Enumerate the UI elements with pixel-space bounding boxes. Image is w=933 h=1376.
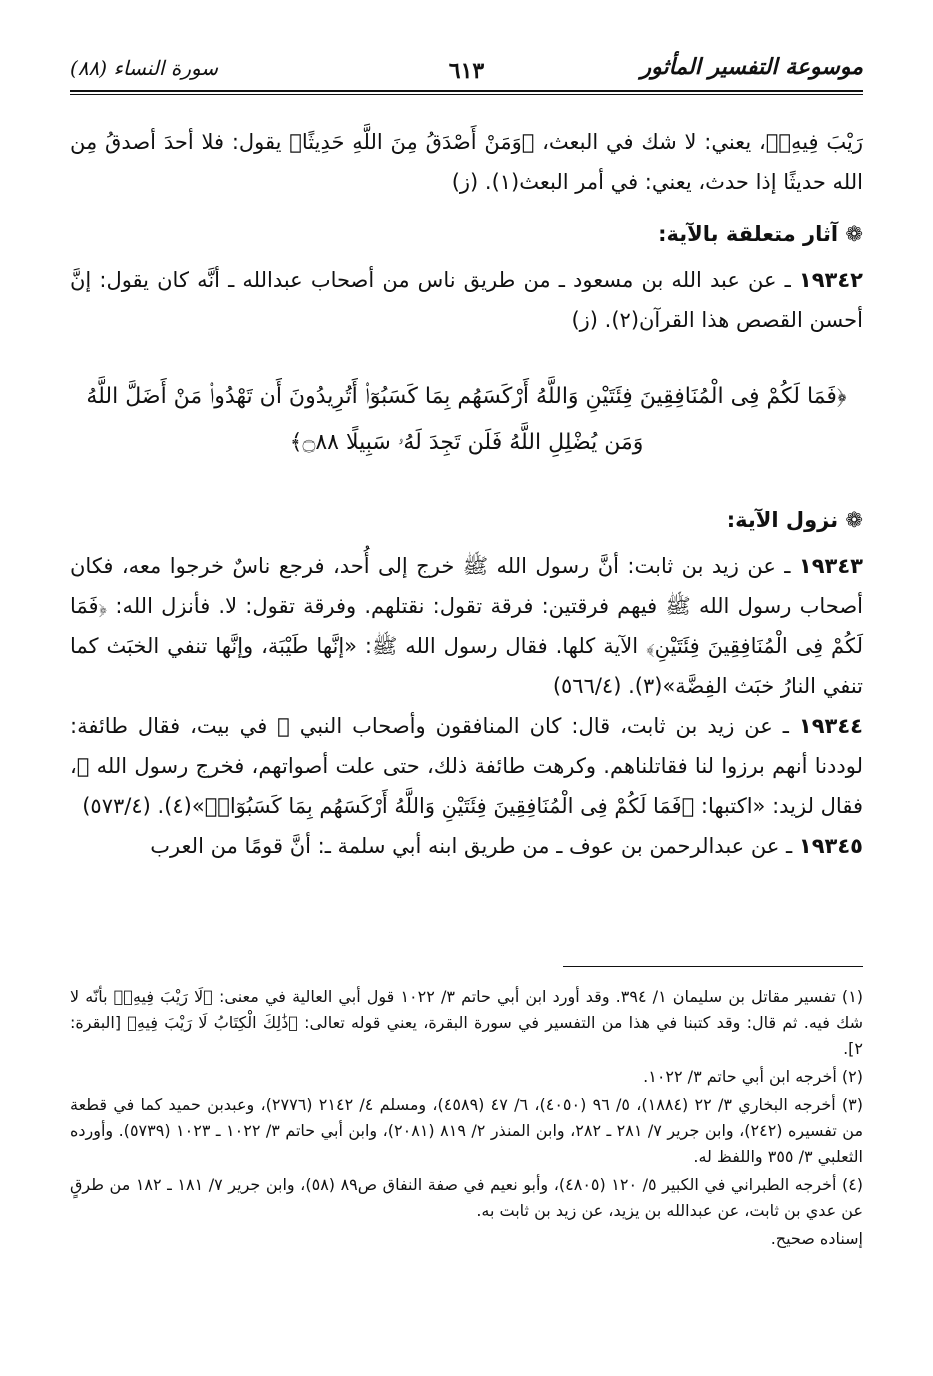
main-text: [70, 122, 863, 866]
entry-number: ١٩٣٤٤: [798, 714, 863, 738]
entry-text: ـ عن عبد الله بن مسعود ـ من طريق ناس من أصحاب عبدالله ـ أنَّه كان يقول: إنَّ أحسن القصص هذا القرآن(٢). (ز): [70, 268, 863, 332]
header-rule-thin: [70, 94, 863, 95]
footnote-1: (١) تفسير مقاتل بن سليمان ١/ ٣٩٤. وقد أورد ابن أبي حاتم ٣/ ١٠٢٢ قول أبي العالية في معنى: ﴿لَا رَيْبَ فِيهِۗ﴾ بأنّه لا شك فيه. ثم قال: وقد كتبنا في هذا من التفسير في سورة البقرة، يعني قوله تعالى: ﴿ذَٰلِكَ الْكِتَابُ لَا رَيْبَ فِيهِ﴾ [البقرة: ٢].: [70, 987, 864, 1058]
paragraph-continuation: رَيْبَ فِيهِۗ﴾، يعني: لا شك في البعث، ﴿وَمَنْ أَصْدَقُ مِنَ اللَّهِ حَدِيثًا﴾ يقول: فلا أحدَ أصدقُ مِن الله حديثًا إذا حدث، يعني: في أمر البعث(١). (ز): [70, 130, 863, 194]
footnote-separator: [563, 966, 863, 967]
flower-icon: ❁: [838, 508, 863, 532]
entry-number: ١٩٣٤٢: [798, 268, 863, 292]
entry-19342: [70, 260, 863, 340]
page-number: ٦١٣: [448, 58, 485, 84]
entry-19344: [70, 706, 863, 826]
footnote-3: (٣) أخرجه البخاري ٣/ ٢٢ (١٨٨٤)، ٥/ ٩٦ (٤٠٥٠)، ٦/ ٤٧ (٤٥٨٩)، ومسلم ٤/ ٢١٤٢ (٢٧٧٦)، وعبدبن حميد كما في قطعة من تفسيره (٢٤٢)، وابن جرير ٧/ ٢٨١ ـ ٢٨٢، وابن المنذر ٢/ ٨١٩ (٢٠٨١)، وابن أبي حاتم ٣/ ١٠٢٢ ـ ١٠٢٣ (٥٧٣٩). وأورده الثعلبي ٣/ ٣٥٥ واللفظ له.: [70, 1095, 864, 1166]
footnotes: [70, 984, 863, 1254]
footnote-4-grading: إسناده صحيح.: [770, 1229, 863, 1248]
header-rule: [70, 90, 863, 92]
section-heading-athar: ❁ آثار متعلقة بالآية:: [658, 222, 863, 246]
surah-name: سورة النساء (٨٨): [70, 56, 219, 80]
footnote-2: (٢) أخرجه ابن أبي حاتم ٣/ ١٠٢٢.: [643, 1067, 863, 1086]
entry-number: ١٩٣٤٥: [798, 834, 863, 858]
entry-19343: [70, 546, 863, 706]
footnote-4: (٤) أخرجه الطبراني في الكبير ٥/ ١٢٠ (٤٨٠٥)، وأبو نعيم في صفة النفاق ص٨٩ (٥٨)، وابن جرير ٧/ ١٨١ ـ ١٨٢ من طرقٍ عن عدي بن ثابت، عن عبدالله بن يزيد، عن زيد بن ثابت به.: [70, 1175, 864, 1220]
entry-text: ـ عن عبدالرحمن بن عوف ـ من طريق ابنه أبي سلمة ـ: أنَّ قومًا من العرب: [150, 834, 793, 858]
quran-verse: ﴿فَمَا لَكُمْ فِى الْمُنَافِقِينَ فِئَتَيْنِ وَاللَّهُ أَرْكَسَهُم بِمَا كَسَبُوٓا۟ أَتُرِيدُونَ أَن تَهْدُوا۟ مَنْ أَضَلَّ اللَّهُ وَمَن يُضْلِلِ اللَّهُ فَلَن تَجِدَ لَهُۥ سَبِيلًا ۝٨٨﴾: [86, 384, 847, 455]
section-heading-nuzul: ❁ نزول الآية:: [726, 508, 863, 532]
entry-text: ـ عن زيد بن ثابت: أنَّ رسول الله ﷺ خرج إلى أُحد، فرجع ناسٌ خرجوا معه، فكان أصحاب رسول الله ﷺ فيهم فرقتين: فرقة تقول: نقتلهم. وفرقة تقول: لا. فأنزل الله: ﴿فَمَا لَكُمْ فِى الْمُنَافِقِينَ فِئَتَيْنِ﴾ الآية كلها. فقال رسول الله ﷺ: «إنَّها طَيْبَة، وإنَّها تنفي الخبَث كما تنفي النارُ خبَث الفِضَّة»(٣). (٥٦٦/٤): [70, 554, 863, 698]
entry-text: ـ عن زيد بن ثابت، قال: كان المنافقون وأصحاب النبي ﷺ في بيت، فقال طائفة: لوددنا أنهم برزوا لنا فقاتلناهم. وكرهت طائفة ذلك، حتى علت أصواتهم، فخرج رسول الله ﷺ، فقال لزيد: «اكتبها: ﴿فَمَا لَكُمْ فِى الْمُنَافِقِينَ فِئَتَيْنِ وَاللَّهُ أَرْكَسَهُم بِمَا كَسَبُوٓا۟﴾»(٤). (٥٧٣/٤): [70, 714, 863, 818]
flower-icon: ❁: [838, 222, 863, 246]
entry-number: ١٩٣٤٣: [798, 554, 863, 578]
entry-19345: [70, 826, 863, 866]
book-title: موسوعة التفسير المأثور: [640, 54, 863, 80]
running-header: [70, 48, 863, 104]
